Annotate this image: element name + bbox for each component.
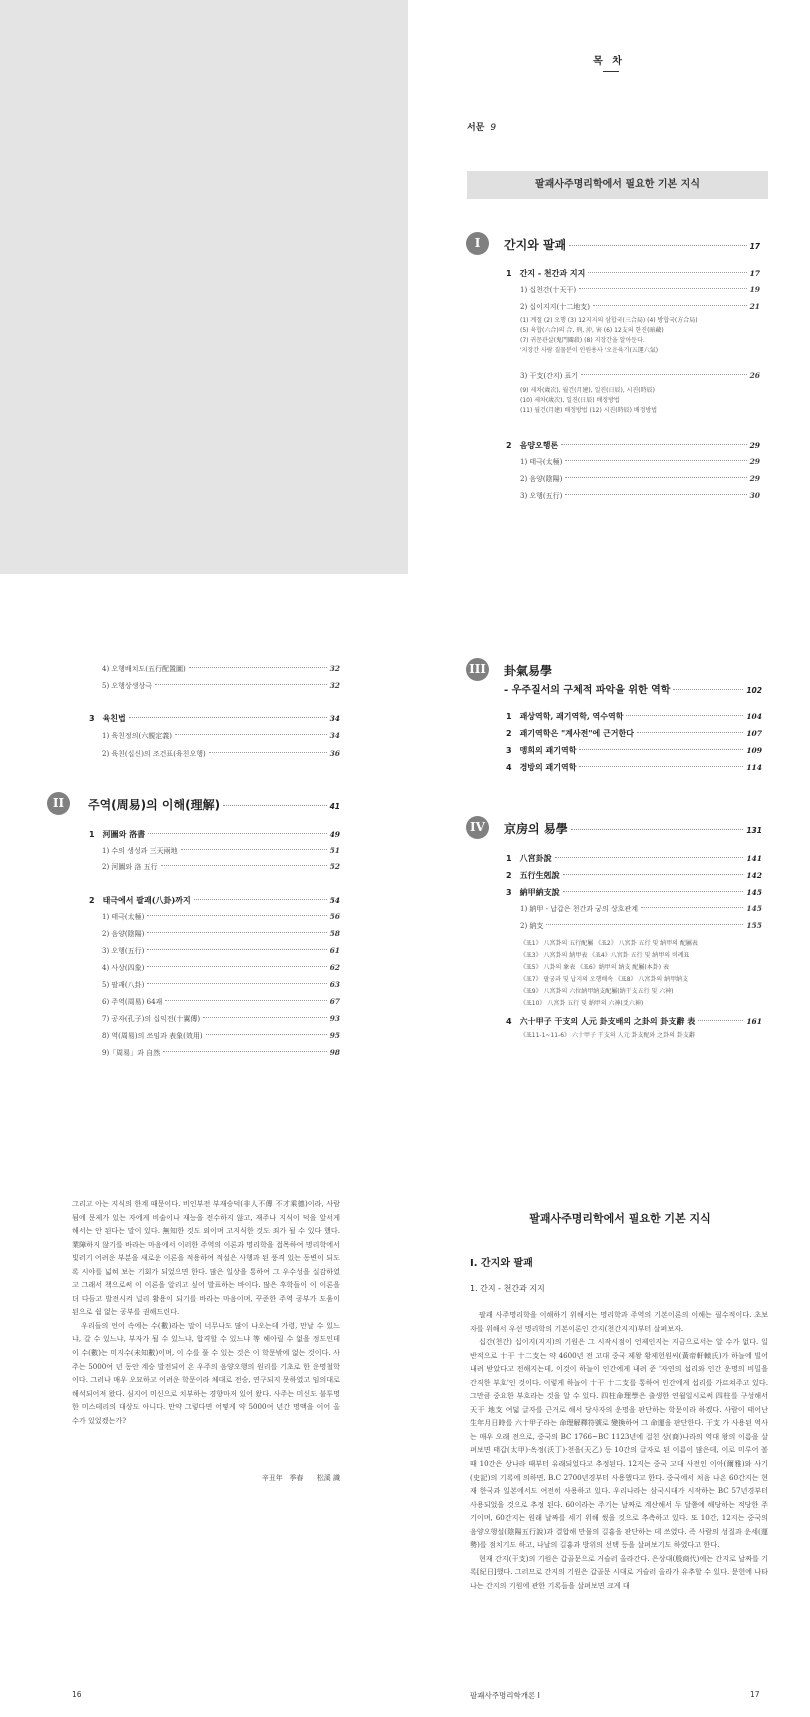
- toc-note-line: (11) 월건(月建) 배정방법 (12) 시진(時辰) 배정방법: [520, 407, 658, 414]
- subsection-title: 4) 오행배치도(五行配置圖): [102, 665, 186, 673]
- page-number: 51: [329, 846, 340, 855]
- leader-dots: [147, 932, 326, 933]
- toc-subsection: [520, 457, 760, 467]
- toc-subsection: [102, 862, 340, 872]
- page-number: 56: [329, 912, 340, 921]
- leader-dots: [588, 272, 746, 273]
- page-number: 34: [329, 731, 340, 740]
- subsection-title: 4) 사상(四象): [102, 964, 145, 972]
- section-heading: 1. 간지 - 천간과 지지: [470, 1284, 545, 1293]
- toc-section: [506, 745, 762, 756]
- toc-section: [89, 713, 340, 724]
- leader-dots: [147, 949, 326, 950]
- section-title: 경방의 괘기역학: [519, 762, 577, 772]
- section-title: 六十甲子 干支의 人元 卦支배의 之卦의 卦支辭 表: [519, 1016, 696, 1026]
- page-number: 34: [329, 714, 340, 723]
- page-number: 107: [746, 729, 762, 738]
- leader-dots: [579, 766, 743, 767]
- section-title: 五行生剋說: [519, 870, 560, 880]
- toc-subsection: [102, 749, 340, 759]
- preface-page: 9: [490, 123, 497, 133]
- toc-subsection: [520, 474, 760, 484]
- part-subtitle: - 우주질서의 구체적 파악을 위한 역학: [504, 685, 671, 696]
- toc-subsection: [102, 946, 340, 956]
- subsection-title: 1) 태극(太極): [102, 913, 145, 921]
- toc-subsection: [102, 681, 340, 691]
- page-number: 52: [329, 862, 340, 871]
- toc-note-line: (5) 육합(六合)의 合, 刑, 沖, 害 (6) 12支의 한진(暗藏): [520, 327, 664, 334]
- page-number: 141: [746, 854, 762, 863]
- leader-dots: [565, 494, 746, 495]
- page-number: 63: [329, 980, 340, 989]
- section-title: 태극에서 팔괘(八卦)까지: [102, 895, 191, 905]
- page-number: 62: [329, 963, 340, 972]
- subsection-title: 3) 干支(간지) 표기: [520, 372, 579, 380]
- toc-subsection: [102, 912, 340, 922]
- chapter-page-title: 팔괘사주명리학에서 필요한 기본 지식: [529, 1212, 711, 1225]
- subsection-title: 9)「周易」과 自然: [102, 1049, 161, 1057]
- part-title: 주역(周易)의 이해(理解): [88, 798, 221, 812]
- chapter-body: [470, 1308, 768, 1592]
- leader-dots: [565, 477, 746, 478]
- toc-detail-notes: [520, 386, 657, 416]
- toc-note-line: (9) 세차(歲次), 월건(月建), 일진(日辰), 시진(時辰): [520, 387, 655, 394]
- toc-subsection: [102, 664, 340, 674]
- toc-subsection: [102, 1014, 340, 1024]
- toc-preface: [467, 120, 496, 133]
- page-number: 109: [746, 746, 762, 755]
- leader-dots: [546, 924, 743, 925]
- toc-section: [89, 895, 340, 906]
- page-number: 19: [749, 285, 760, 294]
- leader-dots: [147, 983, 326, 984]
- toc-subsection: [102, 980, 340, 990]
- page-number: 41: [329, 802, 340, 811]
- subsection-title: 1) 육친정의(六親定義): [102, 732, 172, 740]
- toc-subsection: [102, 846, 340, 856]
- paragraph: 팔괘 사주명리학을 이해하기 위해서는 명리학과 주역의 기본이론의 이해는 필수적이다. 초보자를 위해서 우선 명리학의 기본이론인 간지(천간지지)부터 살펴보자.: [470, 1310, 768, 1333]
- leader-dots: [148, 833, 326, 834]
- toc-section: [506, 762, 762, 773]
- section-title: 괘기역학은 "계사전"에 근거한다: [519, 728, 634, 738]
- toc-note-line: (7) 귀문관살(鬼門關殺) (8) 지장간을 알아둔다.: [520, 337, 645, 344]
- page-number: 142: [746, 871, 762, 880]
- toc-title: 목 차: [593, 56, 625, 67]
- toc-section: [506, 440, 760, 451]
- leader-dots: [641, 907, 743, 908]
- running-footer-title: 팔괘사주명리학개론 I: [470, 1691, 540, 1700]
- page-number: 67: [329, 997, 340, 1006]
- leader-dots: [209, 752, 327, 753]
- paragraph: 우리들의 언어 속에는 수(數)라는 말이 너무나도 많이 나오는데 가령, 만날 수 있느냐, 갈 수 있느냐, 부자가 될 수 있느냐, 합격할 수 있느냐 等 헤아릴 수 없을 정도인데 이 수(數)는 미지수(未知數)이며, 이 수를 풀 수 있는 것은 이 학문밖에 없는 것이다. 사주는 5000여 년 동안 계승 발전되어 온 우주의 음양오행의 원리를 기초로 한 운명철학이다. 그러나 매우 오묘하고 어려운 학문이라 체대로 전승, 연구되지 못하였고 임의대로 해석되어져 왔다. 심지어 미신으로 치부하는 경향마저 있어 왔다. 사주는 미신도 불투명한 미스테리의 대상도 아니다. 만약 그렇다면 어떻게 약 5000여 년간 명맥을 이어 올 수가 있었겠는가?: [72, 1320, 340, 1425]
- leader-dots: [163, 1051, 326, 1052]
- toc-subsection: [520, 491, 760, 501]
- leader-dots: [181, 849, 327, 850]
- page-number: 29: [749, 474, 760, 483]
- part-number-badge: III: [466, 658, 489, 681]
- part-number-badge: IV: [466, 816, 489, 839]
- page-number: 104: [746, 712, 762, 721]
- leader-dots: [581, 374, 746, 375]
- subsection-title: 1) 십천간(十天干): [520, 286, 577, 294]
- toc-subsection: [520, 371, 760, 381]
- leader-dots: [637, 732, 743, 733]
- toc-table-line: 《표3》 八宮卦의 納甲表 《표4》八宮卦 五行 및 納甲의 비례표: [520, 952, 690, 959]
- page-number: 17: [749, 242, 760, 251]
- page-number: 114: [746, 763, 762, 772]
- toc-part-heading: [504, 820, 762, 837]
- toc-table-line: 《표11-1~11-6》 六十甲子 干支의 人元 卦支配와 之卦의 卦支辭: [520, 1032, 695, 1039]
- paragraph: 그리고 아는 지식의 한계 때문이다. 비인부전 부재승덕(非人不傳 不才乘德)이라, 사람됨에 문제가 있는 자에게 비술이나 재능을 전수하지 않고, 재주나 지식이 덕을 앞서게 해서는 안 된다는 말이 있다. 無知한 것도 외이며 고지식한 것도 죄가 될 수 있다 했다. 業障하지 않기를 바라는 마음에서 이러한 주역의 이론과 명리학을 접목하여 명리학에서 빛러기 어려운 부분을 새로운 이론을 적용하여 적설은 사행과 된 풍격 있는 동변이 되도록 시야를 넓혀 보는 기회가 되었으면 한다. 많은 일상을 통하여 그 우수성을 실감하였고 그래서 책으로써 이 이론을 알리고 싶어 발표하는 바이다. 많은 후학들이 이 이론을 더 다듬고 발전시켜 널리 활용이 되기를 바라는 마음이며, 꾸준한 주역 공부가 도움이 된으로 쉽 없는 공부를 권해드린다.: [72, 1199, 340, 1317]
- toc-note-line: '지장간 사람 질물분이 인원용사 '오운육기(五運六氣): [520, 347, 659, 354]
- leader-dots: [175, 734, 327, 735]
- section-number: 4: [506, 1017, 512, 1026]
- toc-section: [506, 711, 762, 722]
- section-number: 4: [506, 763, 512, 772]
- part-number-badge: I: [466, 232, 489, 255]
- paragraph: 십간(천간) 십이지(지지)의 기원은 그 시작시점이 언제인지는 지금으로서는 알 수가 없다. 일반적으로 十干 十二支는 약 4600년 전 고대 중국 제왕 황제헌원씨(黃帝軒轅氏)가 하늘에 빌어 내려 받았다고 전해지는데, 이것이 하늘이 인간에게 내려 준 '자연의 섭리와 인간 운명의 비밀을 간직한 부호'인 것이다. 이렇게 하늘이 十干 十二支를 통하여 인간에게 섭리를 가르쳐주고 있다. 그만큼 중요한 부호라는 것을 알 수 있다. 四柱命理學은 출생한 연월일시로써 四柱를 구성해서 天干 地支 여덟 글자를 근거로 해서 당사자의 운명을 판단하는 학문이라 하겠다. 사람이 태어난 生年月日時를 六十甲子라는 命理解釋符號로 變換하여 그 命運을 판단한다. 干支 가 사용된 역사는 매우 오래 전으로, 중국의 BC 1766~BC 1123년에 걸친 상(商)나라의 역대 왕의 이름을 살펴보면 태갑(太甲)·옥정(沃丁)·천을(天乙) 등 10간의 글자로 된 이름이 많은데, 이로 미루어 볼 때 10간은 상나라 때부터 유래되었다고 추정된다. 12지는 중국 고대 사전인 이아(爾雅)와 사기(史記)의 기록에 의하면, B.C 2700년경부터 사용했다고 한다. 중국에서 처음 나온 60간지는 현재 한국과 일본에서도 여전히 사용하고 있다. 우리나라는 삼국시대가 시작하는 BC 57년경부터 사용되었을 것으로 추정 된다. 60이라는 주기는 날짜로 계산해서 두 달쯤에 해당하는 적당한 주기이며, 60간지는 원래 날짜를 세기 위해 썼을 것으로 추측하고 있다. 또 10간, 12지는 중국의 음양오행설(陰陽五行說)과 결합해 만물의 길흉을 판단하는 데 쓰였다. 즉 사람의 성질과 운세(運勢)를 점치기도 하고, 나날의 길흉과 방위의 선택 등을 살펴보기도 하였다고 한다.: [470, 1337, 768, 1550]
- section-number: 2: [506, 871, 512, 880]
- toc-subsection: [102, 1048, 340, 1058]
- toc-section: [506, 728, 762, 739]
- leader-dots: [155, 684, 327, 685]
- toc-subsection: [520, 285, 760, 295]
- page-number: 36: [329, 749, 340, 758]
- leader-dots: [561, 444, 746, 445]
- page-number: 98: [329, 1048, 340, 1057]
- toc-subsection: [102, 731, 340, 741]
- toc-subsection: [520, 302, 760, 312]
- subsection-title: 1) 태극(太極): [520, 458, 563, 466]
- leader-dots: [165, 1000, 326, 1001]
- leader-dots: [206, 1034, 327, 1035]
- subsection-title: 8) 역(周易)의 쓰임과 表象(效用): [102, 1032, 203, 1040]
- page-number: 161: [746, 1017, 762, 1026]
- leader-dots: [569, 245, 746, 246]
- page-number: 49: [329, 830, 340, 839]
- page-number: 102: [746, 686, 762, 695]
- subsection-title: 2) 육친(십신)의 조건표(육친오행): [102, 750, 206, 758]
- toc-subsection: [102, 1031, 340, 1041]
- page-number: 93: [329, 1014, 340, 1023]
- page-number: 145: [746, 888, 762, 897]
- toc-section: [506, 1016, 762, 1027]
- toc-detail-notes: [520, 316, 698, 356]
- section-number: 1: [506, 854, 512, 863]
- leader-dots: [626, 715, 743, 716]
- leader-dots: [579, 749, 743, 750]
- toc-subsection: [520, 904, 762, 914]
- leader-dots: [189, 667, 327, 668]
- preface-body: [72, 1197, 340, 1427]
- page-number: 145: [746, 904, 762, 913]
- section-title: 河圖와 洛書: [102, 829, 146, 839]
- section-number: 3: [506, 746, 512, 755]
- toc-table-line: 《표10》 八宮卦 五行 및 納甲의 六神(爻六神): [520, 1000, 644, 1007]
- page-number: 61: [329, 946, 340, 955]
- toc-part-heading: [88, 796, 340, 813]
- toc-section: [506, 853, 762, 864]
- toc-subsection: [102, 929, 340, 939]
- toc-table-list: [520, 938, 698, 1010]
- subsection-title: 2) 納支: [520, 922, 544, 930]
- leader-dots: [673, 689, 743, 690]
- part-title: 京房의 易學: [504, 822, 568, 836]
- page-number-left: 16: [72, 1690, 82, 1699]
- section-number: 3: [506, 888, 512, 897]
- toc-section: [506, 268, 760, 279]
- part-number-badge: II: [47, 792, 70, 815]
- page-number: 17: [749, 269, 760, 278]
- toc-subsection: [102, 963, 340, 973]
- leader-dots: [194, 899, 327, 900]
- toc-table-line: 《표7》 팔궁과 및 납지의 오행배속 《표8》 八宮卦의 納甲納支: [520, 976, 689, 983]
- page-number: 95: [329, 1031, 340, 1040]
- subsection-title: 2) 십이지지(十二地支): [520, 303, 590, 311]
- page-number-right: 17: [750, 1690, 760, 1699]
- toc-section: [506, 870, 762, 881]
- leader-dots: [698, 1020, 743, 1021]
- part-title: 卦氣易學: [504, 664, 553, 678]
- leader-dots: [555, 857, 744, 858]
- section-number: 1: [89, 830, 95, 839]
- toc-section: [89, 829, 340, 840]
- leader-dots: [203, 1017, 326, 1018]
- page-number: 58: [329, 929, 340, 938]
- section-number: 2: [506, 729, 512, 738]
- page-number: 54: [329, 896, 340, 905]
- page-number: 32: [329, 681, 340, 690]
- section-number: 2: [506, 441, 512, 450]
- page-number: 32: [329, 664, 340, 673]
- toc-subsection: [520, 921, 762, 931]
- leader-dots: [593, 305, 747, 306]
- toc-table-line: 《표1》 八宮卦의 五行配屬 《표2》 八宮卦 五行 및 納甲의 配屬表: [520, 940, 698, 947]
- part-title: 간지와 팔괘: [504, 238, 567, 252]
- subsection-title: 2) 河圖와 洛 五行: [102, 863, 158, 871]
- leader-dots: [147, 915, 326, 916]
- toc-part-subtitle: [504, 681, 762, 696]
- paragraph: 현재 간지(干支)의 기원은 갑골문으로 거슬러 올라간다. 은상대(殷商代)에는 간지로 날짜를 기록[紀日]했다. 그러므로 간지의 기원은 갑골문 시대로 거슬러 올라가 유추할 수 있다. 문헌에 나타나는 간지의 기원에 관한 기록들을 살펴보면 크게 대: [470, 1553, 768, 1590]
- subsection-title: 2) 음양(陰陽): [102, 930, 145, 938]
- leader-dots: [161, 865, 327, 866]
- leader-dots: [579, 288, 746, 289]
- section-title: 육친법: [102, 713, 126, 723]
- subsection-title: 6) 주역(周易) 64괘: [102, 998, 163, 1006]
- page-number: 131: [746, 826, 762, 835]
- leader-dots: [571, 829, 744, 830]
- subsection-title: 7) 공자(孔子)의 십익전(十翼傳): [102, 1015, 201, 1023]
- preface-label: 서문: [467, 123, 485, 133]
- blank-page-area: [0, 0, 408, 574]
- section-title: 간지 - 천간과 지지: [519, 268, 586, 278]
- section-title: 八宮卦說: [519, 853, 552, 863]
- section-title: 음양오행론: [519, 440, 559, 450]
- leader-dots: [565, 460, 746, 461]
- leader-dots: [563, 891, 744, 892]
- chapter-heading: I. 간지와 팔괘: [470, 1258, 533, 1269]
- page-number: 29: [749, 441, 760, 450]
- subsection-title: 5) 팔괘(八卦): [102, 981, 145, 989]
- subsection-title: 1) 수의 생성과 三天兩地: [102, 847, 178, 855]
- section-number: 3: [89, 714, 95, 723]
- leader-dots: [223, 805, 326, 806]
- section-title: 맹희의 괘기역학: [519, 745, 577, 755]
- section-number: 1: [506, 712, 512, 721]
- toc-section: [506, 887, 762, 898]
- toc-table-line: 《표9》 八宮卦의 六位納甲納支配屬(納干支五行 및 六神): [520, 988, 674, 995]
- toc-table-line: 《표5》 八卦의 象表 《표6》納甲의 納支 配屬(本卦) 表: [520, 964, 669, 971]
- toc-note-line: (10) 세차(歲次), 일진(日辰) 배정방법: [520, 397, 620, 404]
- section-title: 괘상역학, 괘기역학, 역수역학: [519, 711, 624, 721]
- subsection-title: 5) 오행상생상극: [102, 682, 152, 690]
- leader-dots: [147, 966, 326, 967]
- toc-banner: 팔괘사주명리학에서 필요한 기본 지식: [467, 171, 768, 199]
- subsection-title: 3) 오행(五行): [102, 947, 145, 955]
- subsection-title: 1) 納甲 - 납갑은 천간과 궁의 상호관계: [520, 905, 639, 913]
- page-number: 155: [746, 921, 762, 930]
- section-number: 1: [506, 269, 512, 278]
- subsection-title: 3) 오행(五行): [520, 492, 563, 500]
- preface-signature: 辛丑年 季春 松溪 識: [261, 1474, 340, 1482]
- section-number: 2: [89, 896, 95, 905]
- toc-title-rule: [603, 71, 619, 72]
- toc-note-line: (1) 계절 (2) 오행 (3) 12지지의 삼합국(三合局) (4) 방합국(方合局): [520, 317, 698, 324]
- page-number: 29: [749, 457, 760, 466]
- page-number: 26: [749, 371, 760, 380]
- section-title: 納甲納支說: [519, 887, 560, 897]
- page-number: 30: [749, 491, 760, 500]
- toc-subsection: [102, 997, 340, 1007]
- leader-dots: [129, 717, 327, 718]
- subsection-title: 2) 음양(陰陽): [520, 475, 563, 483]
- page-number: 21: [749, 302, 760, 311]
- leader-dots: [563, 874, 744, 875]
- toc-part-heading: [504, 236, 760, 253]
